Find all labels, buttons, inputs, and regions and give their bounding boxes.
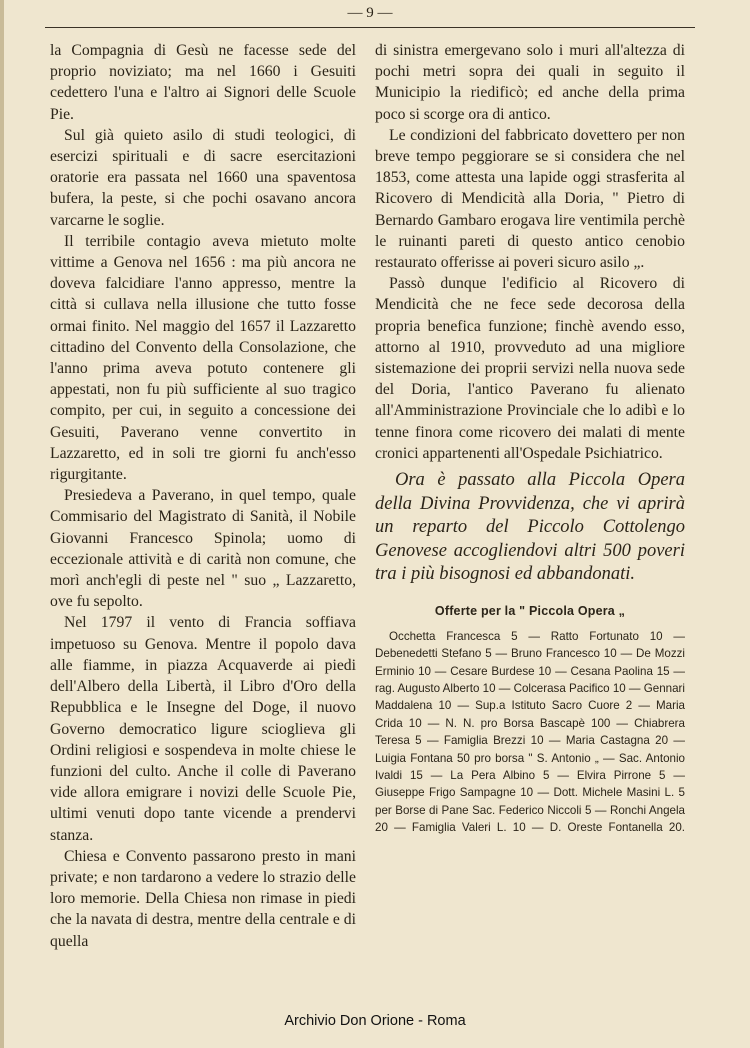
right-column [375,40,685,837]
paragraph: Presiedeva a Paverano, in quel tempo, quale Commisario del Magistrato di Sanità, il Nobile Giovanni Francesco Spinola; uomo di eccezionale attività e di carità non comune, che morì anch'egli di peste nel " suo „ Lazzaretto, ove fu sepolto. [50,487,356,611]
paragraph: Nel 1797 il vento di Francia soffiava impetuoso su Genova. Mentre il popolo dava alle fiamme, in piazza Acquaverde ai piedi dell'Albero della Libertà, il Libro d'Oro della Repubblica e le Insegne del Doge, il nuovo Governo democratico ligure scioglieva gli Ordini religiosi e sospendeva in molte chiese le funzioni del culto. Anche il colle di Paverano vide allora emigrare i novizi delle Scuole Pie, ultimi venuti dopo tante vicende a prendervi stanza. [50,614,356,844]
page-edge [0,0,4,1048]
paragraph: Sul già quieto asilo di studi teologici, di esercizi spirituali e di sacre esercitazioni oratorie era passata nel 1660 una spaventosa bufera, la peste, si che pochi osavano ancora varcarne le soglie. [50,126,356,229]
left-column [50,40,356,952]
paragraph: Passò dunque l'edificio al Ricovero di Mendicità che ne fece sede decorosa della propria benefica funzione; finchè avendo esso, attorno al 1910, provveduto ad una migliore sistemazione dei proprii servizi nella nuova sede del Doria, l'antico Paverano fu alienato all'Amministrazione Provinciale che lo adibì e lo tenne finora come ricovero dei malati di mente cronici appartenenti all'Ospedale Psichiatrico. [375,275,685,462]
archive-footer: Archivio Don Orione - Roma [284,1013,466,1029]
offerte-title: Offerte per la " Piccola Opera „ [434,603,626,618]
page-number: — 9 — [347,5,393,21]
offerte-list: Occhetta Francesca 5 — Ratto Fortunato 10 — Debenedetti Stefano 5 — Bruno Francesco 10 — De Mozzi Erminio 10 — Cesare Burdese 10 — Cesana Paolina 15 — rag. Augusto Alberto 10 — Colcerasa Pacifico 10 — Gennari Maddalena 10 — Sup.a Istituto Sacro Cuore 2 — Maria Crida 10 — N. N. pro Borsa Bascapè 100 — Chiabrera Teresa 5 — Famiglia Brezzi 10 — Maria Castagna 20 — Luigia Fontana 50 pro borsa " S. Antonio „ — Sac. Antonio Ivaldi 15 — La Pera Albino 5 — Elvira Pirrone 5 — Giuseppe Frigo Sampagne 10 — Dott. Michele Masini L. 5 per Borse di Pane Sac. Federico Niccoli 5 — Ronchi Angela 20 — Famiglia Valeri L. 10 — D. Oreste Fontanella 20. [375,629,685,835]
paragraph: Chiesa e Convento passarono presto in mani private; e non tardarono a vedere lo strazio delle loro memorie. Della Chiesa non rimase in piedi che la navata di destra, mentre della centrale e di quella [50,847,356,950]
paragraph: la Compagnia di Gesù ne facesse sede del proprio noviziato; ma nel 1660 i Gesuiti cedettero l'una e l'altro ai Signori delle Scuole Pie. [50,42,356,123]
paragraph: di sinistra emergevano solo i muri all'altezza di pochi metri sopra dei quali in seguito il Municipio la riedificò; ed anche della prima poco si scorge ora di antico. [375,42,685,123]
paragraph: Le condizioni del fabbricato dovettero per non breve tempo peggiorare se si considera che nel 1853, come attesta una lapide oggi strasferita al Ricovero di Mendicità alla Doria, " Pietro di Bernardo Gambaro erogava lire ventimila perchè le ruinanti pareti di questo antico cenobio restaurato offerisse ai poveri sicuro asilo „. [375,126,685,272]
paragraph: Il terribile contagio aveva mietuto molte vittime a Genova nel 1656 : ma più ancora ne doveva falcidiare l'anno appresso, mentre la città si cullava nella illusione che tutto fosse ormai finito. Nel maggio del 1657 il Lazzaretto cittadino del Convento della Consolazione, che l'anno prima aveva potuto contenere gli appestati, non fu più sufficiente al suo tragico compito, per cui, in seguito a concessione dei Gesuiti, Paverano venne convertito in Lazzaretto, ed in soli tre giorni fu anch'esso rigurgitante. [50,232,356,484]
header-rule [45,27,695,28]
italic-announcement: Ora è passato alla Piccola Opera della Divina Provvidenza, che vi aprirà un reparto del Piccolo Cottolengo Genovese accogliendovi altri 500 poveri tra i più bisognosi ed abbandonati. [375,470,685,585]
